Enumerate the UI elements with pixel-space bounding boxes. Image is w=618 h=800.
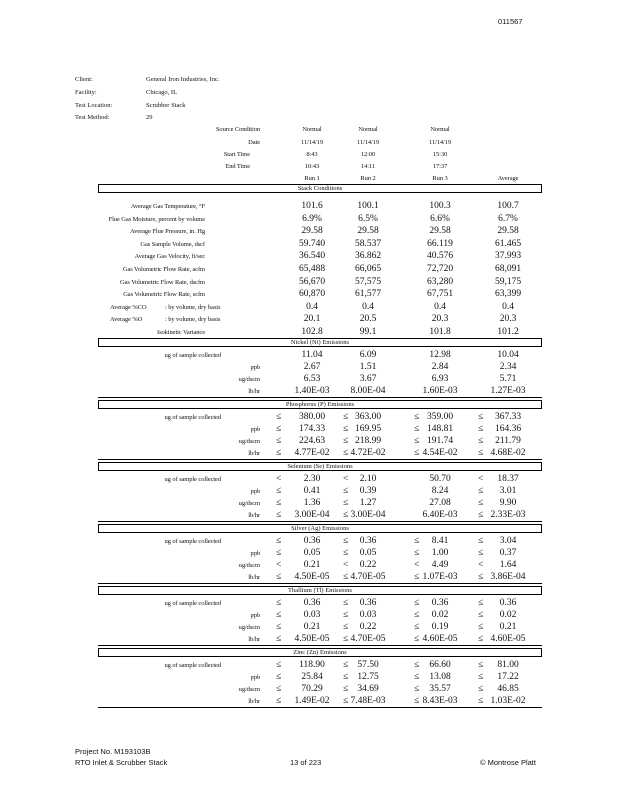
emission-value: 9.90 [499, 498, 517, 508]
section-header-emissions: Zinc (Zn) Emissions [98, 648, 542, 657]
facility-label: Facility: [75, 89, 97, 96]
stack-value: 101.8 [429, 327, 451, 337]
stack-value: 20.3 [499, 314, 517, 325]
unit-label: ppb [250, 488, 260, 495]
stack-value: 36.540 [298, 251, 326, 262]
qualifier-symbol: < [276, 560, 282, 570]
test-method-label: Test Method: [75, 114, 110, 121]
section-rule [98, 459, 542, 460]
emission-value: 218.99 [354, 436, 382, 446]
emission-value: 0.36 [303, 536, 321, 546]
stack-value: 29.58 [429, 226, 451, 237]
qualifier-symbol: ≤ [343, 436, 349, 446]
qualifier-symbol: ≤ [276, 572, 282, 582]
qualifier-symbol: ≤ [478, 510, 484, 520]
unit-label: lb/hr [248, 574, 260, 581]
emission-value: 1.00 [431, 548, 449, 558]
emission-value: 0.22 [359, 560, 377, 570]
emission-value: 164.36 [494, 424, 522, 434]
qualifier-symbol: ≤ [343, 510, 349, 520]
unit-label: ppb [250, 364, 260, 371]
emission-value: 1.64 [499, 560, 517, 570]
emission-value: 81.00 [497, 660, 519, 670]
emission-value: 18.37 [497, 474, 519, 484]
stack-value: 29.58 [357, 226, 379, 237]
qualifier-symbol: ≤ [343, 498, 349, 508]
emission-value: 3.01 [499, 486, 517, 496]
stack-value: 63,399 [494, 289, 522, 300]
stack-row-label: Gas Volumetric Flow Rate, dscfm [120, 278, 205, 286]
emission-value: 148.81 [426, 424, 454, 434]
section-rule [98, 397, 542, 398]
stack-value: 68,091 [494, 264, 522, 274]
emission-value: 1.49E-02 [294, 696, 330, 706]
emission-value: 0.36 [359, 536, 377, 546]
qualifier-symbol: ≤ [478, 536, 484, 546]
emission-value: 4.68E-02 [490, 448, 526, 458]
emission-value: 7.48E-03 [350, 696, 386, 706]
qualifier-symbol: ≤ [276, 424, 282, 434]
stack-value: 63,280 [426, 276, 454, 287]
source-condition-run2: Normal [358, 126, 378, 133]
emission-value: 57.50 [357, 660, 379, 670]
emission-value: 1.27 [359, 498, 377, 508]
emission-value: 2.84 [431, 362, 449, 372]
stack-value: 67,751 [426, 289, 454, 300]
qualifier-symbol: ≤ [343, 660, 349, 670]
unit-label: ug of sample collected [164, 600, 221, 607]
qualifier-symbol: ≤ [478, 672, 484, 682]
end-time-run2: 14:11 [360, 163, 376, 170]
emission-value: 1.03E-02 [490, 696, 526, 706]
qualifier-symbol: ≤ [276, 610, 282, 620]
emission-value: 0.03 [303, 610, 321, 620]
unit-label: lb/hr [248, 636, 260, 643]
emission-value: 0.02 [431, 610, 449, 620]
emission-value: 4.77E-02 [294, 448, 330, 458]
qualifier-symbol: ≤ [276, 598, 282, 608]
emission-value: 8.00E-04 [350, 386, 386, 396]
date-run1: 11/14/19 [300, 139, 324, 146]
emission-value: 13.08 [429, 672, 451, 682]
emission-value: 34.69 [357, 684, 379, 694]
test-method-value: 29 [146, 114, 153, 121]
qualifier-symbol: ≤ [478, 448, 484, 458]
stack-value: 101.6 [301, 201, 323, 211]
section-header-emissions: Thallium (Tl) Emissions [98, 586, 542, 595]
emission-value: 2.10 [359, 474, 377, 484]
stack-row-label: Average %O [110, 316, 143, 324]
emission-value: 0.05 [359, 548, 377, 558]
qualifier-symbol: ≤ [414, 572, 420, 582]
emission-value: 0.36 [499, 598, 517, 608]
stack-value: 61,577 [354, 289, 382, 300]
footer-project: Project No. M193103B [75, 747, 151, 756]
emission-value: 4.54E-02 [422, 448, 458, 458]
qualifier-symbol: ≤ [343, 622, 349, 632]
qualifier-symbol: ≤ [276, 660, 282, 670]
unit-label: ug/dscm [238, 376, 260, 383]
section-header-emissions: Nickel (Ni) Emissions [98, 338, 542, 347]
stack-row-label: Gas Sample Volume, dscf [140, 240, 205, 248]
section-header-stack-conditions: Stack Conditions [98, 184, 542, 193]
emission-value: 4.60E-05 [422, 634, 458, 644]
source-condition-run3: Normal [430, 126, 450, 133]
unit-label: lb/hr [248, 450, 260, 457]
emission-value: 12.98 [429, 350, 451, 360]
emission-value: 191.74 [426, 436, 454, 446]
stack-value: 100.7 [497, 201, 519, 211]
emission-value: 0.22 [359, 622, 377, 632]
emission-value: 4.50E-05 [294, 572, 330, 582]
unit-label: ug of sample collected [164, 538, 221, 545]
qualifier-symbol: ≤ [478, 548, 484, 558]
emission-value: 0.21 [303, 560, 321, 570]
unit-label: ug of sample collected [164, 352, 221, 359]
qualifier-symbol: ≤ [414, 424, 420, 434]
stack-row-label: Gas Volumetric Flow Rate, acfm [122, 266, 205, 273]
average-header: Average [497, 175, 519, 182]
qualifier-symbol: ≤ [276, 486, 282, 496]
stack-value: 58.537 [354, 238, 382, 249]
qualifier-symbol: ≤ [343, 486, 349, 496]
emission-value: 4.70E-05 [350, 572, 386, 582]
emission-value: 0.36 [359, 598, 377, 608]
stack-row-label: Flue Gas Moisture, percent by volume [108, 215, 205, 223]
emission-value: 70.29 [301, 684, 323, 694]
emission-value: 174.33 [298, 424, 326, 434]
stack-row-label: Average Gas Velocity, ft/sec [134, 253, 205, 261]
stack-value: 100.1 [357, 201, 379, 211]
stack-value: 6.9% [302, 213, 322, 224]
start-time-run2: 12:00 [360, 151, 376, 158]
emission-value: 0.19 [431, 622, 449, 632]
unit-label: ug of sample collected [164, 414, 221, 421]
stack-row-label: Isokinetic Variance [157, 329, 205, 336]
unit-label: lb/hr [248, 698, 260, 705]
footer-location: RTO Inlet & Scrubber Stack [75, 758, 168, 767]
qualifier-symbol: ≤ [343, 634, 349, 644]
qualifier-symbol: ≤ [276, 622, 282, 632]
unit-label: lb/hr [248, 388, 260, 395]
emission-value: 380.00 [298, 412, 326, 422]
section-header-emissions: Phosphorus (P) Emissions [98, 400, 542, 409]
stack-value: 29.58 [301, 226, 323, 237]
date-label: Date [248, 139, 260, 146]
stack-value: 66,065 [354, 264, 382, 274]
emission-value: 1.07E-03 [422, 572, 458, 582]
qualifier-symbol: ≤ [343, 548, 349, 558]
emission-value: 3.04 [499, 536, 517, 546]
emission-value: 1.60E-03 [422, 386, 458, 396]
stack-value: 36.862 [354, 251, 382, 262]
emission-value: 4.70E-05 [350, 634, 386, 644]
emission-value: 2.33E-03 [490, 510, 526, 520]
qualifier-symbol: ≤ [478, 610, 484, 620]
emission-value: 1.40E-03 [294, 386, 330, 396]
stack-value: 57,575 [354, 276, 382, 287]
qualifier-symbol: ≤ [478, 572, 484, 582]
qualifier-symbol: ≤ [478, 622, 484, 632]
emission-value: 4.49 [431, 560, 449, 570]
qualifier-symbol: ≤ [478, 634, 484, 644]
qualifier-symbol: ≤ [276, 684, 282, 694]
source-condition-label: Source Condition [215, 126, 260, 133]
stack-value: 0.4 [362, 301, 374, 312]
source-condition-run1: Normal [302, 126, 322, 133]
stack-row-label: Average Gas Temperature, °F [130, 203, 205, 210]
stack-row-sublabel: : by volume, dry basis [165, 303, 221, 311]
qualifier-symbol: ≤ [414, 548, 420, 558]
qualifier-symbol: < [276, 474, 282, 484]
stack-value: 60,870 [298, 289, 326, 300]
qualifier-symbol: ≤ [478, 684, 484, 694]
emission-value: 224.63 [298, 436, 326, 446]
emission-value: 5.71 [499, 374, 517, 384]
emission-value: 118.90 [299, 660, 325, 670]
stack-value: 59.740 [298, 238, 326, 249]
emission-value: 6.09 [359, 350, 377, 360]
qualifier-symbol: ≤ [478, 660, 484, 670]
stack-row-label: Average Flue Pressure, in. Hg [130, 228, 205, 236]
unit-label: ug/dscm [238, 562, 260, 569]
unit-label: ug/dscm [238, 500, 260, 507]
qualifier-symbol: ≤ [343, 536, 349, 546]
emission-value: 0.21 [499, 622, 517, 632]
stack-value: 0.4 [306, 301, 318, 312]
stack-value: 37.993 [494, 251, 522, 262]
stack-row-sublabel: : by volume, dry basis [165, 316, 221, 324]
emission-value: 0.36 [431, 598, 449, 608]
emission-value: 8.41 [431, 536, 449, 546]
run3-header: Run 3 [432, 175, 448, 182]
emission-value: 50.70 [429, 474, 451, 484]
section-header-emissions: Selenium (Se) Emissions [98, 462, 542, 471]
stack-value: 0.4 [434, 301, 446, 312]
stack-value: 20.1 [303, 314, 321, 325]
emission-value: 8.24 [431, 486, 449, 496]
stack-value: 6.7% [498, 213, 518, 224]
qualifier-symbol: ≤ [276, 498, 282, 508]
footer-page: 13 of 223 [290, 758, 322, 767]
emission-value: 1.27E-03 [490, 386, 526, 396]
stack-row-label: Gas Volumetric Flow Rate, scfm [123, 291, 205, 299]
client-value: General Iron Industries, Inc. [146, 76, 220, 83]
emission-value: 1.51 [359, 362, 377, 372]
unit-label: ug/dscm [238, 686, 260, 693]
run1-header: Run 1 [304, 175, 320, 182]
date-run3: 11/14/19 [428, 139, 452, 146]
qualifier-symbol: < [343, 560, 349, 570]
emission-value: 17.22 [497, 672, 519, 682]
qualifier-symbol: ≤ [414, 536, 420, 546]
emission-value: 367.33 [494, 412, 522, 422]
emission-value: 11.04 [301, 350, 323, 360]
emission-value: 0.02 [499, 610, 517, 620]
date-run2: 11/14/19 [356, 139, 380, 146]
emission-value: 6.53 [303, 374, 321, 384]
unit-label: ppb [250, 550, 260, 557]
unit-label: ug of sample collected [164, 476, 221, 483]
qualifier-symbol: ≤ [343, 684, 349, 694]
start-time-label: Start Time [223, 151, 250, 158]
emission-value: 12.75 [357, 672, 379, 682]
end-time-run3: 17:37 [432, 163, 448, 170]
qualifier-symbol: ≤ [414, 660, 420, 670]
emission-value: 359.00 [426, 412, 454, 422]
qualifier-symbol: ≤ [478, 498, 484, 508]
emission-value: 46.85 [497, 684, 519, 694]
stack-value: 61.465 [494, 238, 522, 249]
qualifier-symbol: ≤ [414, 448, 420, 458]
stack-value: 59,175 [494, 276, 522, 287]
test-location-value: Scrubber Stack [146, 102, 186, 109]
qualifier-symbol: ≤ [478, 412, 484, 422]
footer-brand: © Montrose Platt [480, 758, 536, 767]
emission-value: 3.00E-04 [350, 510, 386, 520]
qualifier-symbol: ≤ [478, 436, 484, 446]
emission-value: 0.41 [303, 486, 321, 496]
qualifier-symbol: ≤ [343, 696, 349, 706]
qualifier-symbol: ≤ [478, 424, 484, 434]
qualifier-symbol: ≤ [414, 436, 420, 446]
emission-value: 4.72E-02 [350, 448, 386, 458]
test-location-label: Test Location: [75, 102, 113, 109]
stack-value: 20.5 [359, 314, 377, 325]
qualifier-symbol: ≤ [414, 598, 420, 608]
stack-value: 65,488 [298, 264, 326, 274]
qualifier-symbol: < [414, 560, 420, 570]
qualifier-symbol: ≤ [343, 448, 349, 458]
section-rule [98, 707, 542, 708]
document-id: 011567 [498, 17, 523, 26]
qualifier-symbol: ≤ [276, 634, 282, 644]
qualifier-symbol: ≤ [414, 412, 420, 422]
qualifier-symbol: < [478, 560, 484, 570]
qualifier-symbol: ≤ [414, 672, 420, 682]
qualifier-symbol: ≤ [276, 548, 282, 558]
qualifier-symbol: ≤ [414, 610, 420, 620]
emission-value: 211.79 [495, 436, 521, 446]
section-rule [98, 645, 542, 646]
stack-value: 0.4 [502, 301, 514, 312]
stack-value: 6.5% [358, 213, 378, 224]
emission-value: 10.04 [497, 350, 519, 360]
qualifier-symbol: < [343, 474, 349, 484]
stack-value: 99.1 [359, 327, 377, 337]
stack-value: 66.119 [427, 238, 453, 249]
stack-value: 40.576 [426, 251, 454, 262]
emission-value: 35.57 [429, 684, 451, 694]
emission-value: 2.67 [303, 362, 321, 372]
end-time-run1: 10:43 [304, 163, 320, 170]
qualifier-symbol: ≤ [276, 510, 282, 520]
emission-value: 6.40E-03 [422, 510, 458, 520]
emission-value: 8.43E-03 [422, 696, 458, 706]
emission-value: 4.50E-05 [294, 634, 330, 644]
unit-label: ppb [250, 674, 260, 681]
qualifier-symbol: ≤ [276, 536, 282, 546]
emission-value: 3.86E-04 [490, 572, 526, 582]
emission-value: 66.60 [429, 660, 451, 670]
emission-value: 2.30 [303, 474, 321, 484]
qualifier-symbol: ≤ [414, 622, 420, 632]
qualifier-symbol: ≤ [343, 598, 349, 608]
unit-label: ppb [250, 426, 260, 433]
emission-value: 0.03 [359, 610, 377, 620]
unit-label: ug/dscm [238, 624, 260, 631]
section-header-emissions: Silver (Ag) Emissions [98, 524, 542, 533]
stack-value: 29.58 [497, 226, 519, 237]
emission-value: 0.21 [303, 622, 321, 632]
unit-label: ug/dscm [238, 438, 260, 445]
qualifier-symbol: ≤ [414, 684, 420, 694]
emission-value: 2.34 [499, 362, 517, 372]
emission-value: 25.84 [301, 672, 323, 682]
qualifier-symbol: ≤ [276, 412, 282, 422]
qualifier-symbol: ≤ [276, 448, 282, 458]
stack-value: 101.2 [497, 327, 519, 337]
run2-header: Run 2 [360, 175, 376, 182]
qualifier-symbol: ≤ [276, 696, 282, 706]
emission-value: 6.93 [431, 374, 449, 384]
qualifier-symbol: ≤ [343, 672, 349, 682]
client-label: Client: [75, 76, 93, 83]
emission-value: 0.39 [359, 486, 377, 496]
qualifier-symbol: ≤ [414, 634, 420, 644]
stack-value: 6.6% [430, 213, 450, 224]
start-time-run3: 15:30 [432, 151, 448, 158]
stack-value: 20.3 [431, 314, 449, 325]
stack-value: 100.3 [429, 201, 451, 211]
section-rule [98, 583, 542, 584]
unit-label: ppb [250, 612, 260, 619]
emission-value: 169.95 [354, 424, 382, 434]
qualifier-symbol: ≤ [343, 572, 349, 582]
unit-label: ug of sample collected [164, 662, 221, 669]
emission-value: 363.00 [354, 412, 382, 422]
qualifier-symbol: ≤ [343, 610, 349, 620]
stack-row-label: Average %CO [110, 303, 147, 311]
emission-value: 0.05 [303, 548, 321, 558]
emission-value: 0.36 [303, 598, 321, 608]
unit-label: lb/hr [248, 512, 260, 519]
qualifier-symbol: ≤ [414, 696, 420, 706]
facility-value: Chicago, IL [146, 89, 178, 96]
qualifier-symbol: ≤ [343, 412, 349, 422]
emission-value: 1.36 [303, 498, 321, 508]
qualifier-symbol: ≤ [276, 672, 282, 682]
stack-value: 56,670 [298, 276, 326, 287]
qualifier-symbol: ≤ [343, 424, 349, 434]
end-time-label: End Time [225, 163, 250, 170]
emission-value: 4.60E-05 [490, 634, 526, 644]
emission-value: 27.08 [429, 498, 451, 508]
qualifier-symbol: ≤ [478, 598, 484, 608]
qualifier-symbol: < [478, 474, 484, 484]
qualifier-symbol: ≤ [478, 696, 484, 706]
emission-value: 3.67 [359, 374, 377, 384]
start-time-run1: 8:43 [306, 151, 318, 158]
emission-value: 0.37 [499, 548, 517, 558]
stack-value: 102.8 [301, 327, 323, 337]
section-rule [98, 521, 542, 522]
emission-value: 3.00E-04 [294, 510, 330, 520]
qualifier-symbol: ≤ [276, 436, 282, 446]
stack-value: 72,720 [426, 264, 454, 274]
qualifier-symbol: ≤ [478, 486, 484, 496]
